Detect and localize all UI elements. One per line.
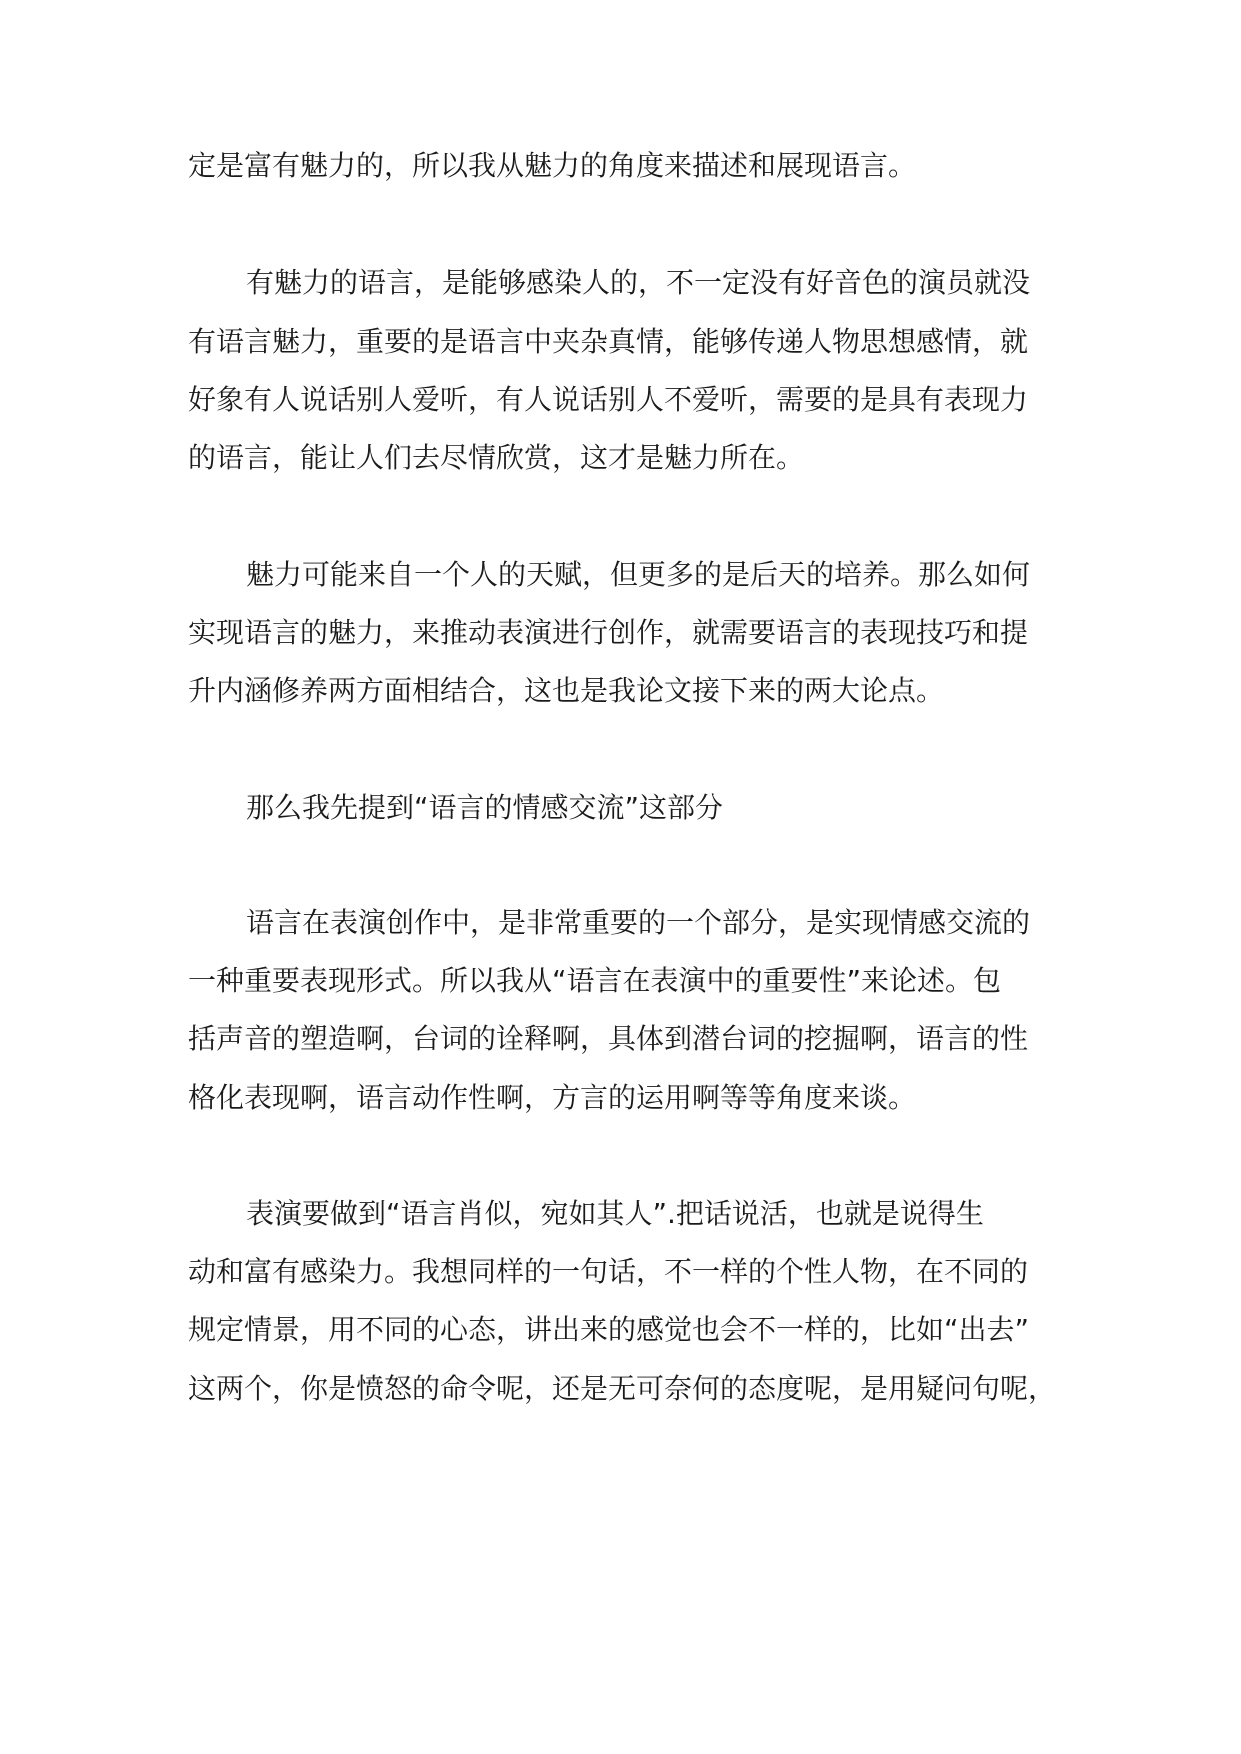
text-line: 实现语言的魅力，来推动表演进行创作，就需要语言的表现技巧和提 bbox=[188, 616, 1029, 649]
paragraph-first-line: 那么我先提到“语言的情感交流”这部分 bbox=[246, 791, 724, 824]
paragraph-first-line: 魅力可能来自一个人的天赋，但更多的是后天的培养。那么如何 bbox=[246, 558, 1031, 591]
text-line: 一种重要表现形式。所以我从“语言在表演中的重要性”来论述。包 bbox=[188, 964, 1002, 997]
text-line: 升内涵修养两方面相结合，这也是我论文接下来的两大论点。 bbox=[188, 674, 945, 707]
text-line: 括声音的塑造啊，台词的诠释啊，具体到潜台词的挖掘啊，语言的性 bbox=[188, 1022, 1029, 1055]
text-line: 定是富有魅力的，所以我从魅力的角度来描述和展现语言。 bbox=[188, 149, 917, 182]
paragraph-first-line: 语言在表演创作中，是非常重要的一个部分，是实现情感交流的 bbox=[246, 906, 1031, 939]
paragraph-first-line: 有魅力的语言，是能够感染人的，不一定没有好音色的演员就没 bbox=[246, 266, 1031, 299]
text-line: 这两个，你是愤怒的命令呢，还是无可奈何的态度呢，是用疑问句呢， bbox=[188, 1372, 1057, 1405]
text-line: 格化表现啊，语言动作性啊，方言的运用啊等等角度来谈。 bbox=[188, 1081, 917, 1114]
text-line: 规定情景，用不同的心态，讲出来的感觉也会不一样的，比如“出去” bbox=[188, 1313, 1030, 1346]
paragraph-first-line: 表演要做到“语言肖似，宛如其人”.把话说活，也就是说得生 bbox=[246, 1197, 984, 1230]
text-line: 好象有人说话别人爱听，有人说话别人不爱听，需要的是具有表现力 bbox=[188, 383, 1029, 416]
text-line: 动和富有感染力。我想同样的一句话，不一样的个性人物，在不同的 bbox=[188, 1255, 1029, 1288]
text-line: 有语言魅力，重要的是语言中夹杂真情，能够传递人物思想感情，就 bbox=[188, 325, 1029, 358]
text-line: 的语言，能让人们去尽情欣赏，这才是魅力所在。 bbox=[188, 441, 805, 474]
